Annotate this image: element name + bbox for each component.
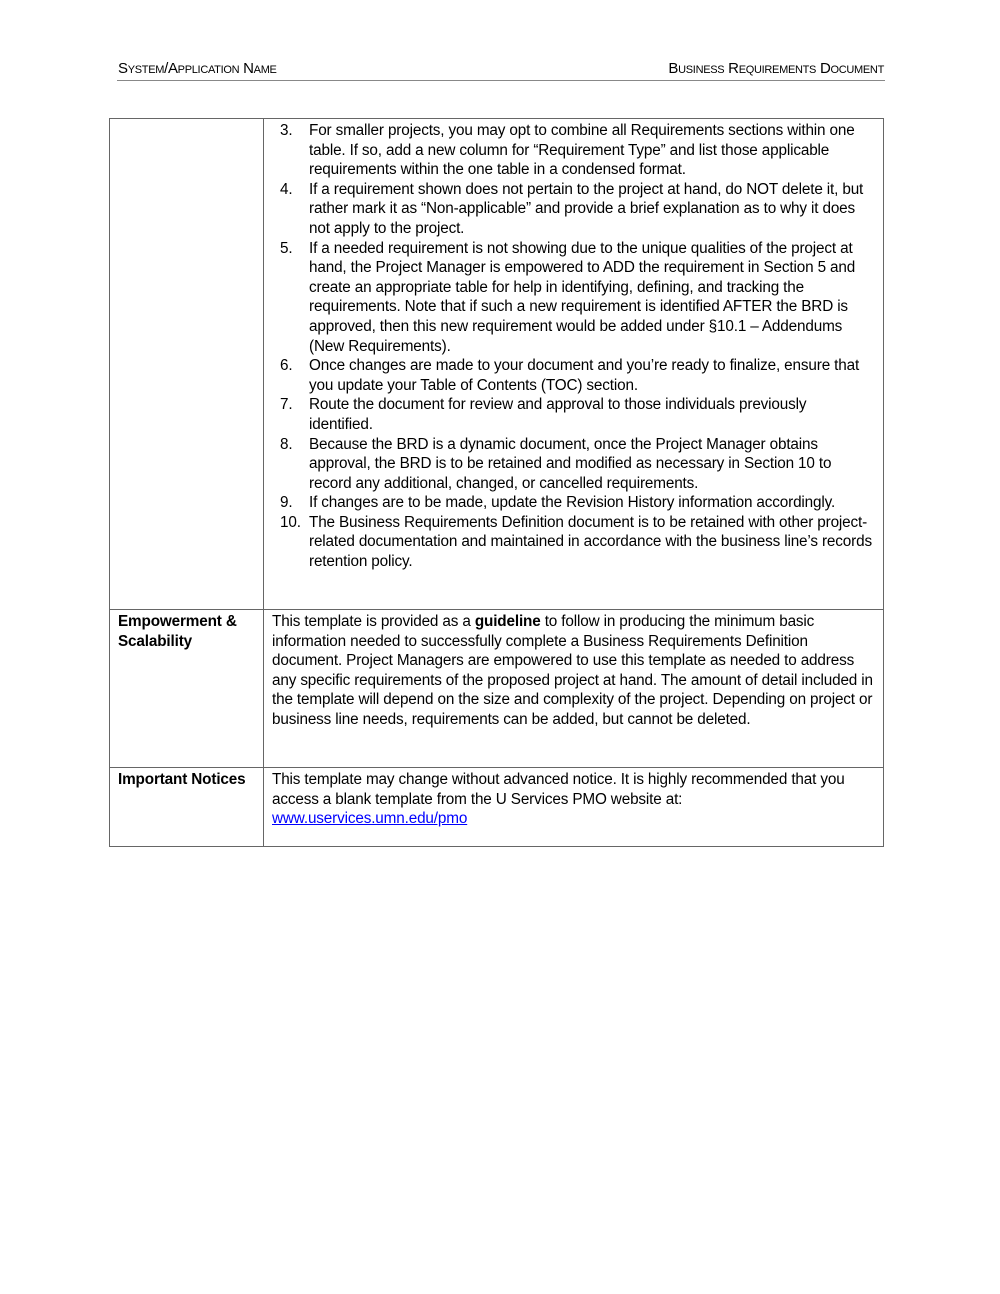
list-item [272, 395, 875, 434]
table-row [110, 119, 884, 610]
page-header [117, 60, 885, 81]
table-row [110, 768, 884, 847]
list-item-number: 6. [280, 357, 293, 375]
list-item-number: 7. [280, 396, 293, 414]
list-item [272, 180, 875, 239]
list-item-text: Route the document for review and approval to those individuals previously identified. [309, 396, 807, 433]
pmo-website-link[interactable]: www.uservices.umn.edu/pmo [272, 810, 468, 828]
notices-text: This template may change without advanced notice. It is highly recommended that you access a blank template from the U Services PMO website at: www.uservices.umn.edu/pmo [264, 768, 884, 847]
empowerment-text: This template is provided as a guideline to follow in producing the minimum basic information needed to successfully complete a Business Requirements Definition document. Project Managers are empowered to use this template as needed to address any specific requirements of the proposed project at hand. The amount of detail included in the template will depend on the size and complexity of the project. Depending on project or business line needs, requirements can be added, but cannot be deleted. [264, 610, 884, 768]
list-item [272, 435, 875, 494]
row-label-empty [110, 119, 264, 610]
instructions-table [109, 118, 884, 847]
list-item-text: If changes are to be made, update the Revision History information accordingly. [309, 494, 836, 512]
list-item-text: Because the BRD is a dynamic document, once the Project Manager obtains approval, the BRD is to be retained and modified as necessary in Section 10 to record any additional, changed, or cancelled requirements. [309, 435, 832, 492]
instructions-list [272, 121, 875, 572]
list-item-number: 3. [280, 122, 293, 139]
header-document-title: Business Requirements Document [668, 60, 884, 77]
list-item [272, 121, 875, 180]
table-row [110, 610, 884, 768]
list-item-text: If a requirement shown does not pertain to the project at hand, do NOT delete it, but rather mark it as “Non-applicable” and provide a brief explanation as to why it does not apply to the project. [309, 180, 864, 237]
row-label-empowerment: Empowerment & Scalability [110, 610, 264, 768]
instructions-cell [264, 119, 884, 610]
list-item-number: 4. [280, 180, 293, 198]
list-item [272, 513, 875, 572]
list-item-number: 5. [280, 239, 293, 257]
list-item [272, 356, 875, 395]
header-system-name: System/Application Name [118, 60, 277, 77]
list-item [272, 493, 875, 513]
list-item [272, 239, 875, 357]
row-label-notices: Important Notices [110, 768, 264, 847]
list-item-text: For smaller projects, you may opt to combine all Requirements sections within one table. If so, add a new column for “Requirement Type” and list those applicable requirements within the one table in a condensed format. [309, 122, 855, 179]
list-item-text: The Business Requirements Definition document is to be retained with other project-related documentation and maintained in accordance with the business line’s records retention policy. [309, 513, 872, 571]
list-item-text: Once changes are made to your document and you’re ready to finalize, ensure that you update your Table of Contents (TOC) section. [309, 357, 860, 394]
guideline-bold: guideline [474, 613, 541, 630]
list-item-text: If a needed requirement is not showing due to the unique qualities of the project at hand, the Project Manager is empowered to ADD the requirement in Section 5 and create an appropriate table for help in identifying, defining, and tracking the requirements. Note that if such a new requirement is identified AFTER the BRD is approved, then this new requirement would be added under §10.1 – Addendums (New Requirements). [309, 239, 856, 355]
list-item-number: 8. [280, 435, 293, 453]
list-item-number: 9. [280, 494, 293, 512]
list-item-number: 10. [280, 513, 301, 531]
